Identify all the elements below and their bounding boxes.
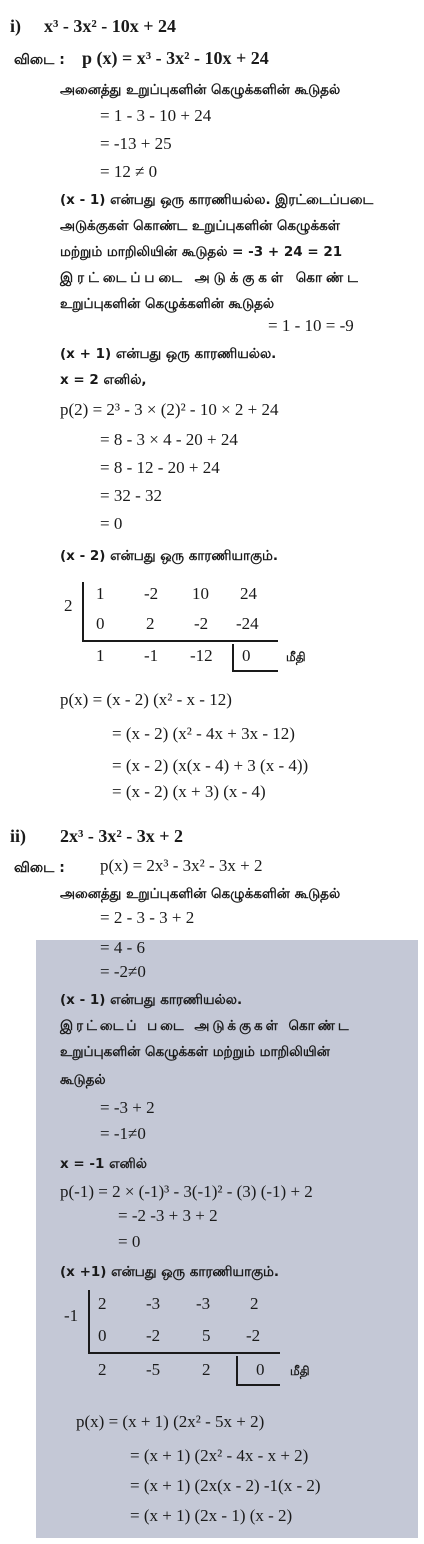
part2-not-factor-1: (x - 1) என்பது காரணியல்ல. (60, 992, 243, 1008)
division2-r3-c3: 2 (202, 1360, 211, 1379)
part2-even-sum-2: = -1≠0 (100, 1124, 146, 1143)
division1-remainder-box-bottom (232, 670, 278, 672)
part1-para-line-3: மற்றும் மாறிலியின் கூடுதல் = -3 + 24 = 21 (60, 244, 343, 260)
division1-r1-c4: 24 (240, 584, 257, 603)
part1-result-line-2: = (x - 2) (x² - 4x + 3x - 12) (112, 724, 295, 743)
part1-para-line-5: உறுப்புகளின் கெழுக்களின் கூடுதல் (60, 296, 275, 312)
division2-r2-c4: -2 (246, 1326, 261, 1345)
division2-divisor: -1 (64, 1306, 79, 1325)
part1-answer-expr: p (x) = x³ - 3x² - 10x + 24 (82, 48, 269, 68)
division2-r1-c3: -3 (196, 1294, 211, 1313)
division2-remainder: 0 (256, 1360, 265, 1379)
part2-answer-label: விடை : (14, 860, 65, 876)
part1-label: i) (10, 16, 21, 36)
division1-r1-c2: -2 (144, 584, 159, 603)
part1-result-line-3: = (x - 2) (x(x - 4) + 3 (x - 4)) (112, 756, 309, 775)
part1-x-eq: x = 2 எனில், (60, 372, 147, 388)
part1-answer-label: விடை : (14, 52, 65, 68)
part2-sum-line-2: = 4 - 6 (100, 938, 145, 957)
part1-not-factor: (x + 1) என்பது ஒரு காரணியல்ல. (60, 346, 277, 362)
part2-result-line-1: p(x) = (x + 1) (2x² - 5x + 2) (76, 1412, 265, 1431)
division2-r2-c3: 5 (202, 1326, 211, 1345)
part1-p2-line-5: = 0 (100, 514, 123, 533)
division1-horizontal-bar (82, 640, 278, 642)
division2-remainder-box-left (236, 1356, 238, 1384)
division1-r2-c2: 2 (146, 614, 155, 633)
part1-sum-all-text: அனைத்து உறுப்புகளின் கெழுக்களின் கூடுதல் (60, 82, 341, 98)
part2-pm1-line-2: = -2 -3 + 3 + 2 (118, 1206, 218, 1225)
part2-result-line-3: = (x + 1) (2x(x - 2) -1(x - 2) (130, 1476, 321, 1495)
division2-r2-c1: 0 (98, 1326, 107, 1345)
part2-result-line-2: = (x + 1) (2x² - 4x - x + 2) (130, 1446, 309, 1465)
division2-horizontal-bar (88, 1352, 280, 1354)
part1-para-line-2: அடுக்குகள் கொண்ட உறுப்புகளின் கெழுக்கள் (60, 218, 340, 234)
division2-r3-c1: 2 (98, 1360, 107, 1379)
part2-para-line-1: இரட்டைப் படை அடுக்குகள் கொண்ட (60, 1018, 352, 1034)
part1-sum-line-1: = 1 - 3 - 10 + 24 (100, 106, 212, 125)
part2-is-factor: (x +1) என்பது ஒரு காரணியாகும். (60, 1264, 280, 1280)
part1-p2-line-1: p(2) = 2³ - 3 × (2)² - 10 × 2 + 24 (60, 400, 279, 419)
division2-r2-c2: -2 (146, 1326, 161, 1345)
division1-remainder-box-left (232, 644, 234, 670)
part2-x-eq: x = -1 எனில் (60, 1156, 148, 1172)
part2-sum-all-text: அனைத்து உறுப்புகளின் கெழுக்களின் கூடுதல் (60, 886, 341, 902)
part1-para-line-1: (x - 1) என்பது ஒரு காரணியல்ல. இரட்டைப்படை (60, 192, 374, 208)
division2-r1-c1: 2 (98, 1294, 107, 1313)
division2-vertical-bar (88, 1290, 90, 1352)
division1-r3-c3: -12 (190, 646, 213, 665)
division1-remainder-label: மீதி (286, 650, 306, 664)
part1-question: x³ - 3x² - 10x + 24 (44, 16, 177, 36)
part2-sum-line-1: = 2 - 3 - 3 + 2 (100, 908, 195, 927)
division1-r2-c1: 0 (96, 614, 105, 633)
part2-para-line-3: கூடுதல் (60, 1072, 106, 1088)
part1-odd-sum: = 1 - 10 = -9 (268, 316, 354, 335)
part2-pm1-line-3: = 0 (118, 1232, 141, 1251)
division1-r3-c2: -1 (144, 646, 159, 665)
part1-result-line-4: = (x - 2) (x + 3) (x - 4) (112, 782, 266, 801)
part2-even-sum-1: = -3 + 2 (100, 1098, 155, 1117)
part2-question: 2x³ - 3x² - 3x + 2 (60, 826, 184, 846)
part1-p2-line-2: = 8 - 3 × 4 - 20 + 24 (100, 430, 238, 449)
division2-r3-c2: -5 (146, 1360, 161, 1379)
division2-remainder-box-bottom (236, 1384, 280, 1386)
part2-label: ii) (10, 826, 26, 846)
division1-r2-c3: -2 (194, 614, 209, 633)
division1-r2-c4: -24 (236, 614, 259, 633)
division1-remainder: 0 (242, 646, 251, 665)
part1-para-line-4: இரட்டைப்படை அடுக்குகள் கொண்ட (60, 270, 362, 286)
part2-pm1-line-1: p(-1) = 2 × (-1)³ - 3(-1)² - (3) (-1) + 2 (60, 1182, 313, 1201)
part1-sum-line-2: = -13 + 25 (100, 134, 172, 153)
division1-divisor: 2 (64, 596, 73, 615)
part2-answer-expr: p(x) = 2x³ - 3x² - 3x + 2 (100, 856, 263, 875)
division1-r3-c1: 1 (96, 646, 105, 665)
division1-r1-c3: 10 (192, 584, 209, 603)
division1-r1-c1: 1 (96, 584, 105, 603)
part1-p2-line-4: = 32 - 32 (100, 486, 162, 505)
part2-result-line-4: = (x + 1) (2x - 1) (x - 2) (130, 1506, 293, 1525)
division1-vertical-bar (82, 582, 84, 640)
division2-remainder-label: மீதி (290, 1364, 310, 1378)
division2-r1-c2: -3 (146, 1294, 161, 1313)
part1-is-factor: (x - 2) என்பது ஒரு காரணியாகும். (60, 548, 279, 564)
part1-p2-line-3: = 8 - 12 - 20 + 24 (100, 458, 220, 477)
division2-r1-c4: 2 (250, 1294, 259, 1313)
part2-sum-line-3: = -2≠0 (100, 962, 146, 981)
part1-result-line-1: p(x) = (x - 2) (x² - x - 12) (60, 690, 232, 709)
part2-para-line-2: உறுப்புகளின் கெழுக்கள் மற்றும் மாறிலியின் (60, 1044, 330, 1060)
part1-sum-line-3: = 12 ≠ 0 (100, 162, 158, 181)
